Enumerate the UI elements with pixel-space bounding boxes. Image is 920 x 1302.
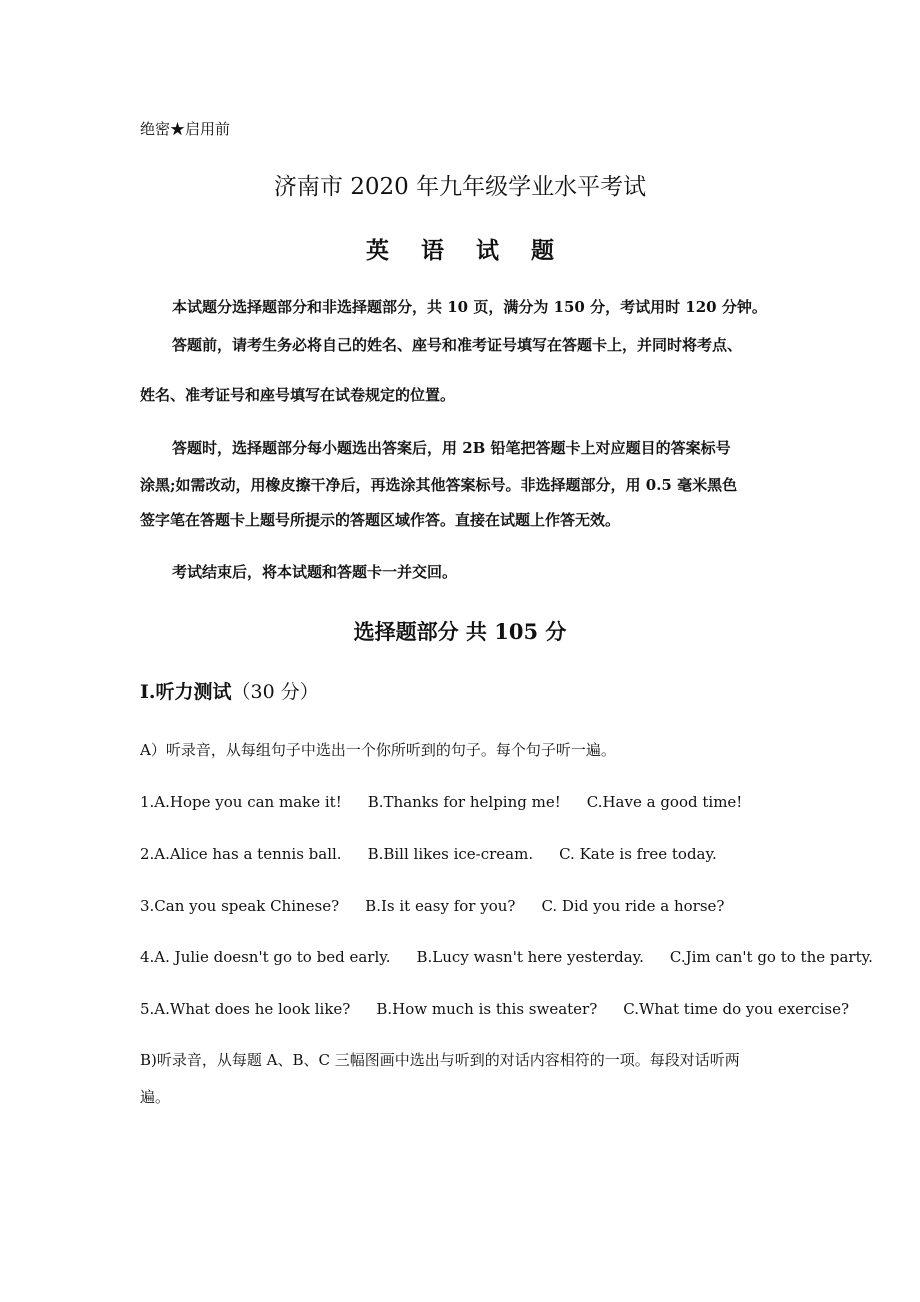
question-5-option-b: B.How much is this sweater? <box>376 1000 598 1018</box>
question-1-option-c: C.Have a good time! <box>586 793 743 811</box>
question-5 <box>140 1002 849 1017</box>
subsection-a-instruction: A）听录音，从每组句子中选出一个你所听到的句子。每个句子听一遍。 <box>140 741 616 759</box>
part-title <box>140 683 319 702</box>
question-2-option-a: 2.A.Alice has a tennis ball. <box>140 845 342 863</box>
question-4 <box>140 950 873 965</box>
instruction-line-3b: 涂黑;如需改动，用橡皮擦干净后，再选涂其他答案标号。非选择题部分，用 0.5 毫米黑色 <box>140 476 738 494</box>
subsection-b-instruction-line-1: B)听录音，从每题 A、B、C 三幅图画中选出与听到的对话内容相符的一项。每段对话听两 <box>140 1051 740 1069</box>
question-1 <box>140 795 742 810</box>
instruction-line-2b: 姓名、准考证号和座号填写在试卷规定的位置。 <box>140 386 456 404</box>
question-4-option-b: B.Lucy wasn't here yesterday. <box>416 948 644 966</box>
instruction-line-3c: 签字笔在答题卡上题号所提示的答题区域作答。直接在试题上作答无效。 <box>140 511 621 529</box>
question-5-option-a: 5.A.What does he look like? <box>140 1000 351 1018</box>
question-2-option-c: C. Kate is free today. <box>559 845 717 863</box>
subject-title: 英 语 试 题 <box>365 237 567 264</box>
question-2 <box>140 847 717 862</box>
question-1-option-a: 1.A.Hope you can make it! <box>140 793 342 811</box>
question-3 <box>140 899 724 914</box>
question-4-option-c: C.Jim can't go to the party. <box>669 948 873 966</box>
subsection-b-instruction-line-2: 遍。 <box>140 1088 171 1106</box>
question-3-option-a: 3.Can you speak Chinese? <box>140 897 340 915</box>
instruction-line-4: 考试结束后，将本试题和答题卡一并交回。 <box>172 563 458 581</box>
instruction-line-1: 本试题分选择题部分和非选择题部分，共 10 页，满分为 150 分，考试用时 120 分钟。 <box>172 298 767 316</box>
secret-label: 绝密★启用前 <box>140 120 231 138</box>
exam-title: 济南市 2020 年九年级学业水平考试 <box>273 174 647 200</box>
question-5-option-c: C.What time do you exercise? <box>623 1000 850 1018</box>
question-1-option-b: B.Thanks for helping me! <box>367 793 561 811</box>
question-2-option-b: B.Bill likes ice-cream. <box>367 845 534 863</box>
part-title-bold: I.听力测试 <box>140 681 232 703</box>
question-3-option-b: B.Is it easy for you? <box>365 897 516 915</box>
part-title-score: （30 分） <box>231 681 319 703</box>
section-title: 选择题部分 共 105 分 <box>353 619 567 644</box>
question-3-option-c: C. Did you ride a horse? <box>541 897 725 915</box>
instruction-line-2a: 答题前，请考生务必将自己的姓名、座号和准考证号填写在答题卡上，并同时将考点、 <box>172 336 743 354</box>
question-4-option-a: 4.A. Julie doesn't go to bed early. <box>140 948 391 966</box>
instruction-line-3a: 答题时，选择题部分每小题选出答案后，用 2B 铅笔把答题卡上对应题目的答案标号 <box>172 439 731 457</box>
